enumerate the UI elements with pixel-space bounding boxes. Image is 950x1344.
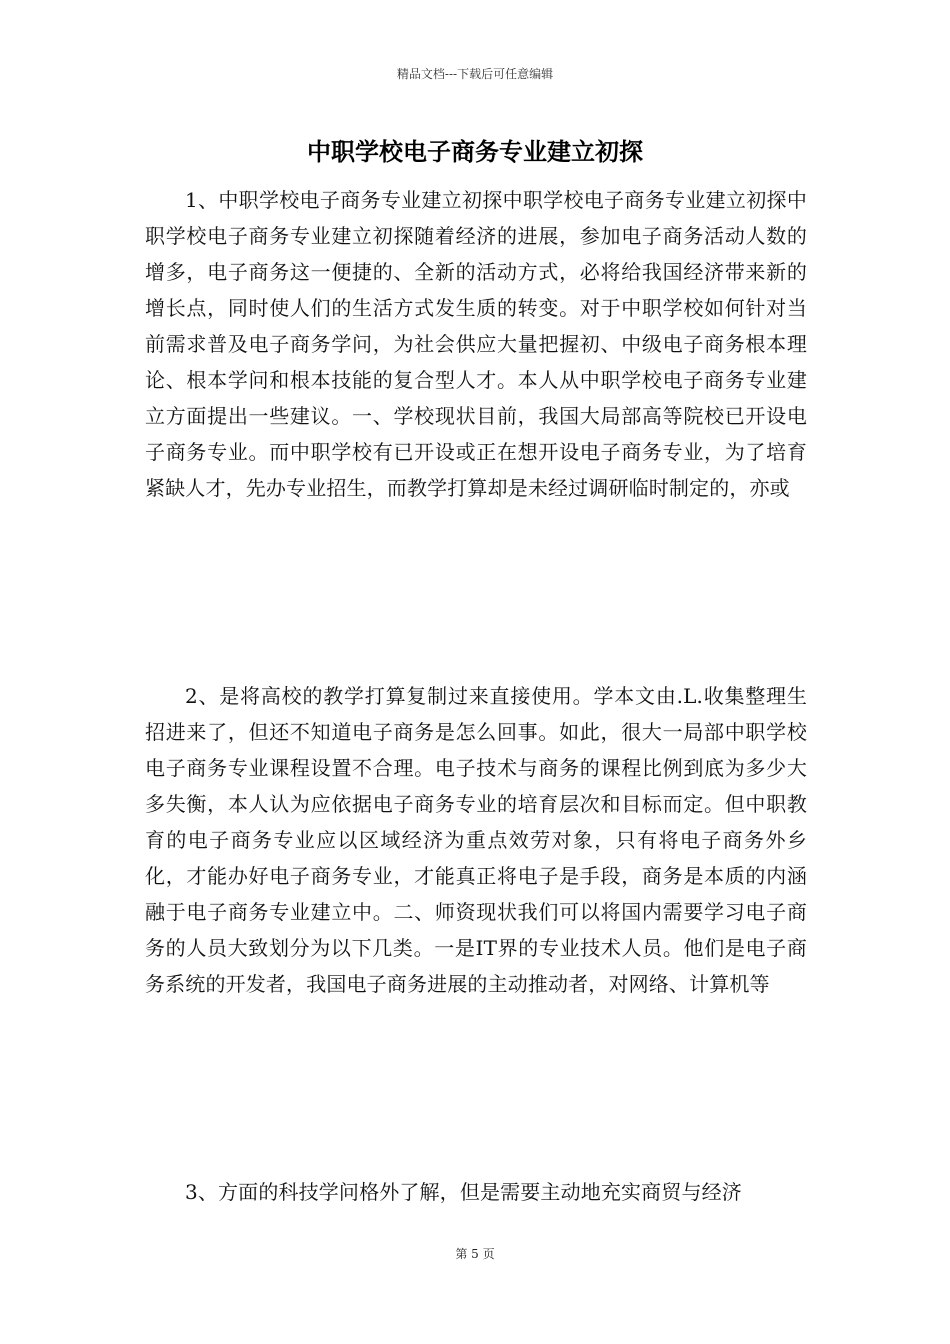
paragraph-text: 2、是将高校的教学打算复制过来直接使用。学本文由.L.收集整理生招进来了，但还不知道电子商务是怎么回事。如此，很大一局部中职学校电子商务专业课程设置不合理。电子技术与商务的课程比例到底为多少大多失衡，本人认为应依据电子商务专业的培育层次和目标而定。但中职教育的电子商务专业应以区域经济为重点效劳对象，只有将电子商务外乡化，才能办好电子商务专业，才能真正将电子是手段，商务是本质的内涵融于电子商务专业建立中。二、师资现状我们可以将国内需要学习电子商务的人员大致划分为以下几类。一是IT界的专业技术人员。他们是电子商务系统的开发者，我国电子商务进展的主动推动者，对网络、计算机等 bbox=[145, 684, 807, 996]
body-paragraph-3 bbox=[145, 1174, 807, 1210]
body-paragraph-1 bbox=[145, 182, 807, 506]
paragraph-text: 3、方面的科技学问格外了解，但是需要主动地充实商贸与经济 bbox=[185, 1180, 742, 1204]
page-header: 精品文档---下载后可任意编辑 bbox=[396, 67, 554, 81]
document-title: 中职学校电子商务专业建立初探 bbox=[307, 137, 643, 166]
paragraph-text: 1、中职学校电子商务专业建立初探中职学校电子商务专业建立初探中职学校电子商务专业建立初探随着经济的进展，参加电子商务活动人数的增多，电子商务这一便捷的、全新的活动方式，必将给我国经济带来新的增长点，同时使人们的生活方式发生质的转变。对于中职学校如何针对当前需求普及电子商务学问，为社会供应大量把握初、中级电子商务根本理论、根本学问和根本技能的复合型人才。本人从中职学校电子商务专业建立方面提出一些建议。一、学校现状目前，我国大局部高等院校已开设电子商务专业。而中职学校有已开设或正在想开设电子商务专业，为了培育紧缺人才，先办专业招生，而教学打算却是未经过调研临时制定的，亦或 bbox=[145, 188, 807, 500]
page-number: 第 5 页 bbox=[455, 1247, 495, 1261]
body-paragraph-2 bbox=[145, 678, 807, 1002]
